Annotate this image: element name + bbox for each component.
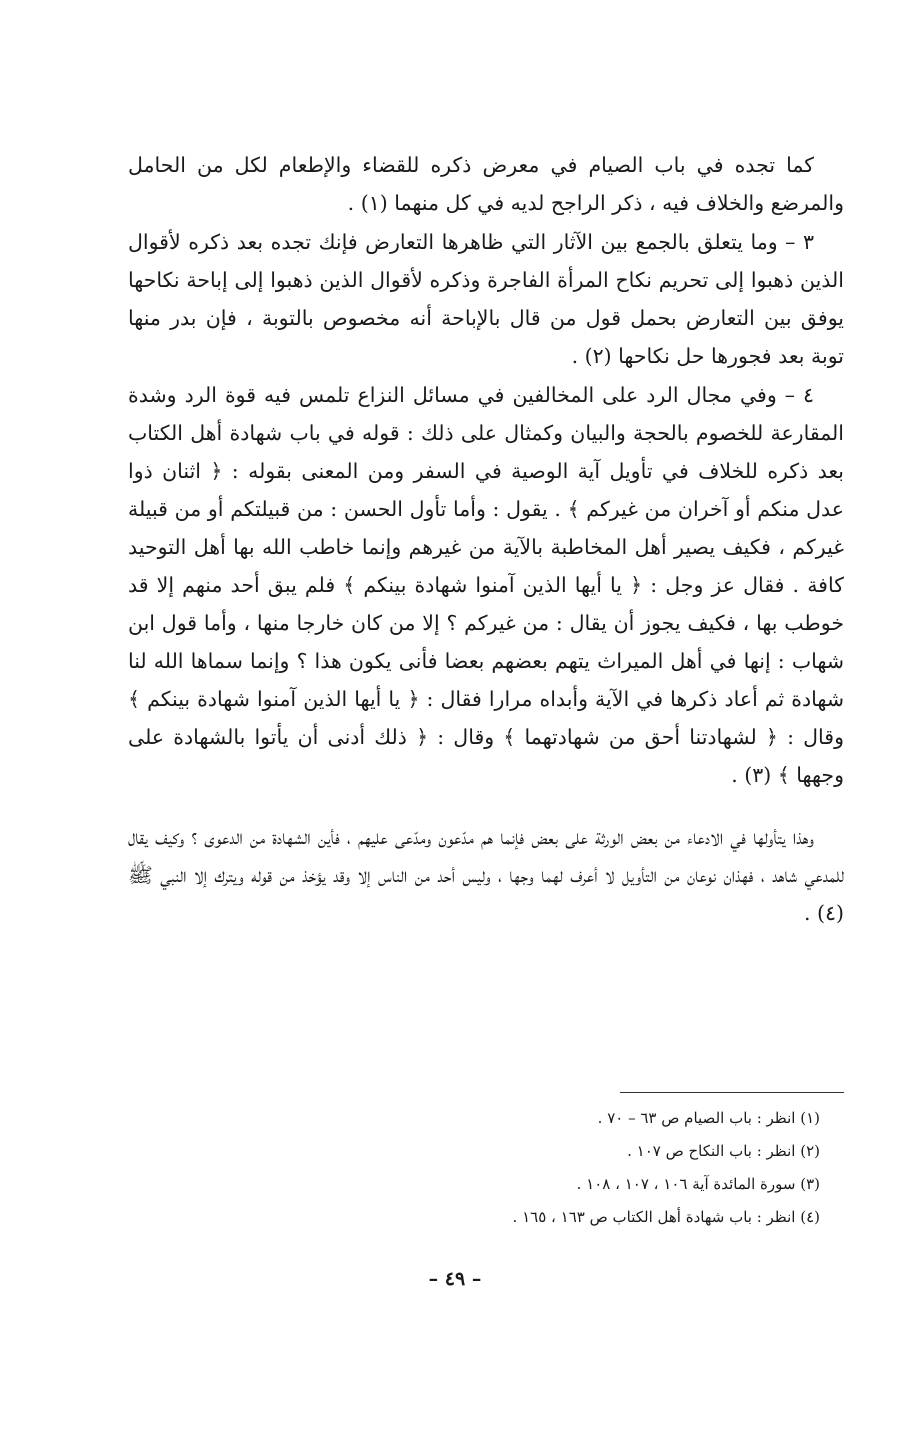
main-text (128, 146, 844, 932)
paragraph-reconciling-reports: ٣ – وما يتعلق بالجمع بين الآثار التي ظاهرها التعارض فإنك تجده بعد ذكره لأقوال الذين ذهبوا إلى تحريم نكاح المرأة الفاجرة وذكره لأقوال الذين ذهبوا إلى إباحة نكاحها يوفق بين التعارض بحمل قول من قال بالإباحة أنه مخصوص بالتوبة ، فإن بدر منها توبة بعد فجورها حل نكاحها (٢) . (128, 230, 844, 368)
page-number: – ٤٩ – (428, 1268, 482, 1290)
footnote-3: (٣) سورة المائدة آية ١٠٦ ، ١٠٧ ، ١٠٨ . (576, 1175, 820, 1193)
footnotes (300, 1102, 820, 1234)
paragraph-fasting-example: كما تجده في باب الصيام في معرض ذكره للقضاء والإطعام لكل من الحامل والمرضع والخلاف فيه ، ذكر الراجح لديه في كل منهما (١) . (128, 153, 844, 215)
footnote-4: (٤) انظر : باب شهادة أهل الكتاب ص ١٦٣ ، ١٦٥ . (512, 1208, 820, 1226)
footnote-2: (٢) انظر : باب النكاح ص ١٠٧ . (627, 1142, 820, 1160)
footnote-1: (١) انظر : باب الصيام ص ٦٣ – ٧٠ . (597, 1109, 820, 1127)
paragraph-refuting-opponents: ٤ – وفي مجال الرد على المخالفين في مسائل النزاع تلمس فيه قوة الرد وشدة المقارعة للخصوم بالحجة والبيان وكمثال على ذلك : قوله في باب شهادة أهل الكتاب بعد ذكره للخلاف في تأويل آية الوصية في السفر ومن المعنى بقوله : ﴿ اثنان ذوا عدل منكم أو آخران من غيركم ﴾ . يقول : وأما تأول الحسن : من قبيلتكم أو من قبيلة غيركم ، فكيف يصير أهل المخاطبة بالآية من غيرهم وإنما خاطب الله بها أهل التوحيد كافة . فقال عز وجل : ﴿ يا أيها الذين آمنوا شهادة بينكم ﴾ فلم يبق أحد منهم إلا قد خوطب بها ، فكيف يجوز أن يقال : من غيركم ؟ إلا من كان خارجا منها ، وأما قول ابن شهاب : إنها في أهل الميراث يتهم بعضهم بعضا فأنى يكون هذا ؟ وإنما سماها الله لنا شهادة ثم أعاد ذكرها في الآية وأبداه مرارا فقال : ﴿ يا أيها الذين آمنوا شهادة بينكم ﴾ وقال : ﴿ لشهادتنا أحق من شهادتهما ﴾ وقال : ﴿ ذلك أدنى أن يأتوا بالشهادة على وجهها ﴾ (٣) . (128, 383, 844, 787)
footnote-separator (620, 1092, 844, 1093)
paragraph-inheritance-claims: وهذا يتأولها في الادعاء من بعض الورثة على بعض فإنما هم مدّعون ومدّعى عليهم ، فأين الشهادة من الدعوى ؟ وكيف يقال للمدعي شاهد ، فهذان نوعان من التأويل لا أعرف لهما وجها ، وليس أحد من الناس إلا وقد يؤخذ من قوله ويترك إلا النبي ﷺ (٤) . (128, 825, 844, 925)
